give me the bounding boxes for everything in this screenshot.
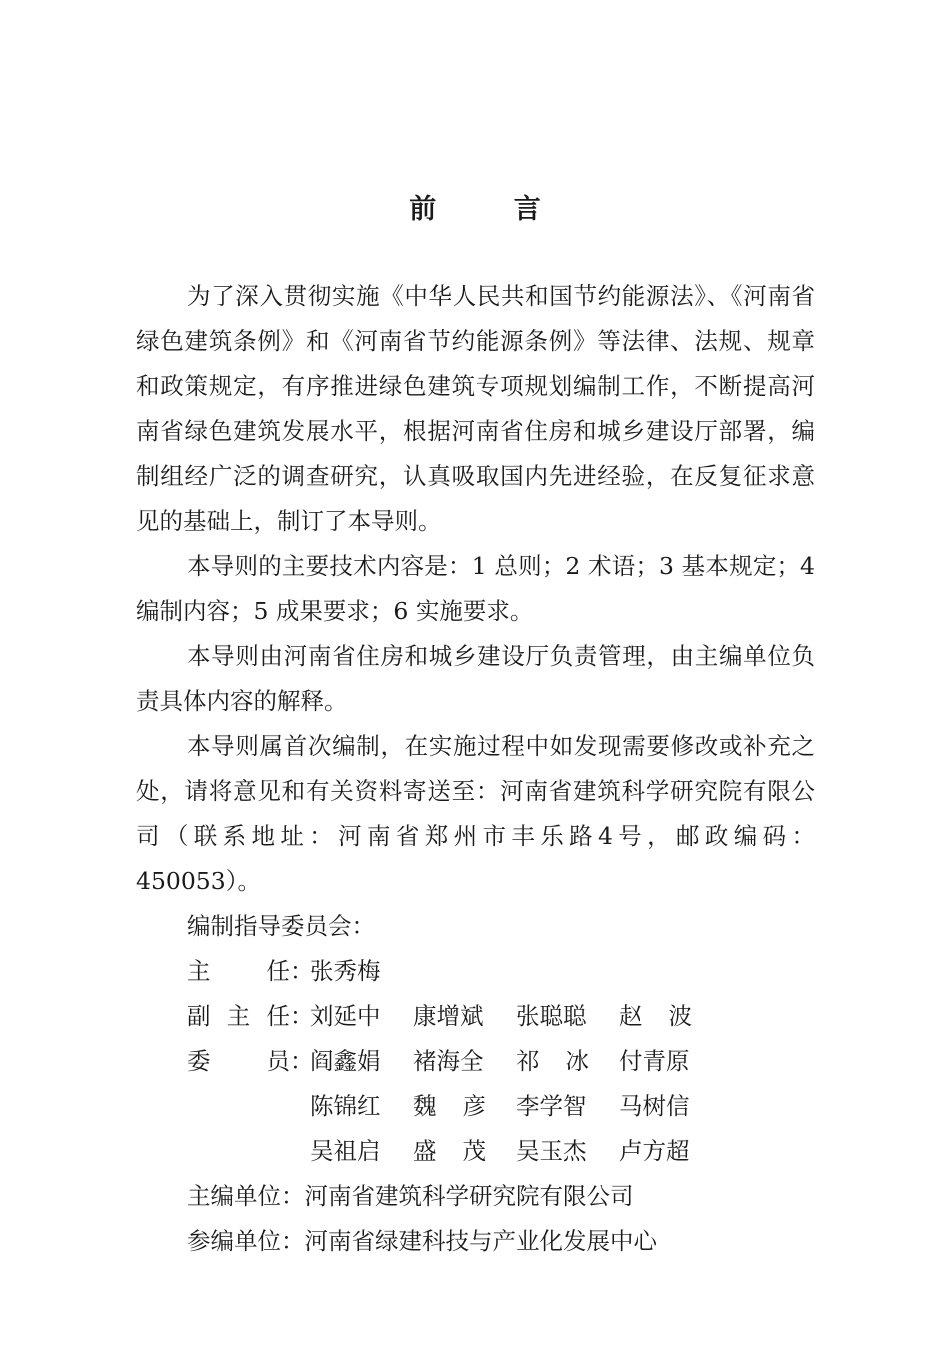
participating-unit-value: 河南省绿建科技与产业化发展中心 — [304, 1227, 657, 1255]
page-title: 前 言 — [409, 194, 575, 225]
person-name: 褚海全 — [413, 1047, 484, 1075]
member-names — [310, 1129, 722, 1174]
chief-unit-line — [136, 1174, 815, 1219]
member-names — [310, 1084, 722, 1129]
person-name: 康增斌 — [413, 1002, 484, 1030]
role-members: 委 员 — [187, 1047, 290, 1075]
committee-members-row-2 — [136, 1084, 815, 1129]
person-name: 阎鑫娟 — [310, 1047, 381, 1075]
committee-members-row-1 — [136, 1039, 815, 1084]
committee-director-row — [136, 949, 815, 994]
person-name: 赵 波 — [619, 1002, 692, 1030]
person-name: 魏 彦 — [413, 1092, 486, 1120]
role-colon: ： — [290, 1002, 314, 1030]
member-names — [310, 1039, 722, 1084]
person-name: 盛 茂 — [413, 1137, 486, 1165]
participating-unit-label: 参编单位： — [187, 1227, 305, 1255]
person-name: 吴祖启 — [310, 1137, 381, 1165]
person-name: 卢方超 — [619, 1137, 690, 1165]
role-director: 主 任 — [187, 957, 290, 985]
chief-unit-label: 主编单位： — [187, 1182, 305, 1210]
person-name: 付青原 — [619, 1047, 690, 1075]
committee-deputy-row — [136, 994, 815, 1039]
person-name: 张聪聪 — [516, 1002, 587, 1030]
document-body — [136, 274, 815, 1264]
director-names — [310, 949, 413, 994]
participating-unit-line — [136, 1219, 815, 1264]
paragraph-feedback: 本导则属首次编制，在实施过程中如发现需要修改或补充之处，请将意见和有关资料寄送至：河南省建筑科学研究院有限公司（联系地址：河南省郑州市丰乐路4号，邮政编码：450053）。 — [136, 732, 815, 895]
person-name: 刘延中 — [310, 1002, 381, 1030]
role-deputy: 副 主 任 — [187, 1002, 290, 1030]
deputy-names — [310, 994, 722, 1039]
paragraph-purpose: 为了深入贯彻实施《中华人民共和国节约能源法》、《河南省绿色建筑条例》和《河南省节约能源条例》等法律、法规、规章和政策规定，有序推进绿色建筑专项规划编制工作，不断提高河南省绿色建筑发展水平，根据河南省住房和城乡建设厅部署，编制组经广泛的调查研究，认真吸取国内先进经验，在反复征求意见的基础上，制订了本导则。 — [136, 282, 815, 535]
person-name: 李学智 — [516, 1092, 587, 1120]
committee-members-row-3 — [136, 1129, 815, 1174]
role-colon: ： — [290, 1047, 314, 1075]
person-name: 张秀梅 — [310, 957, 381, 985]
person-name: 吴玉杰 — [516, 1137, 587, 1165]
chief-unit-value: 河南省建筑科学研究院有限公司 — [304, 1182, 634, 1210]
role-colon: ： — [290, 957, 314, 985]
person-name: 陈锦红 — [310, 1092, 381, 1120]
person-name: 祁 冰 — [516, 1047, 589, 1075]
person-name: 马树信 — [619, 1092, 690, 1120]
committee-label: 编制指导委员会： — [187, 912, 375, 940]
paragraph-management: 本导则由河南省住房和城乡建设厅负责管理，由主编单位负责具体内容的解释。 — [136, 642, 815, 715]
paragraph-contents: 本导则的主要技术内容是：1 总则；2 术语；3 基本规定；4 编制内容；5 成果要求；6 实施要求。 — [136, 552, 815, 625]
